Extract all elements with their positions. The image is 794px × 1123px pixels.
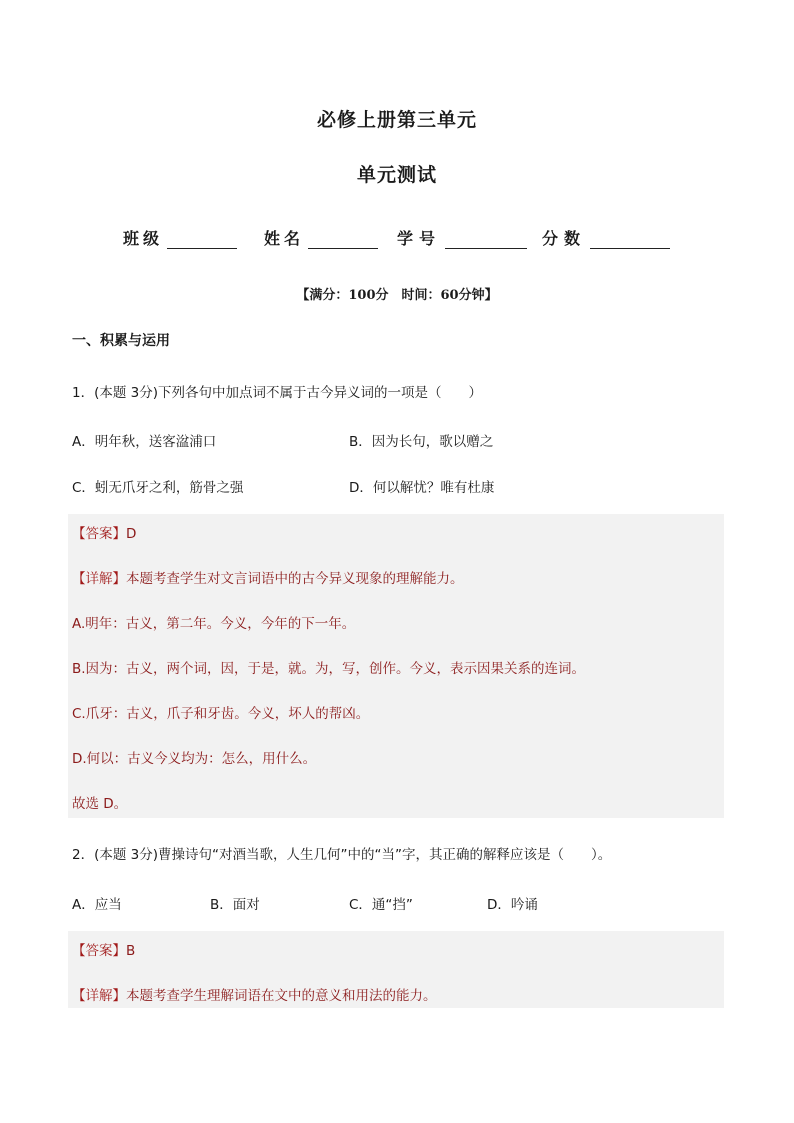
exam-meta: 【满分：100分 时间：60分钟】: [296, 288, 498, 303]
score-field[interactable]: [542, 226, 670, 249]
answer-value: B: [126, 943, 136, 959]
question-2-option-d[interactable]: D．吟诵: [487, 897, 538, 913]
question-1-detail: [72, 567, 464, 587]
answer-value: D: [126, 526, 137, 542]
explanation-c: C.爪牙：古义，爪子和牙齿。今义，坏人的帮凶。: [72, 706, 370, 722]
question-2-stem: 2．(本题 3分)曹操诗句“对酒当歌，人生几何”中的“当”字，其正确的解释应该是（ ）。: [72, 847, 612, 863]
question-2-option-a[interactable]: A．应当: [72, 897, 122, 913]
student-id-field[interactable]: [397, 226, 527, 249]
question-1-stem: 1．(本题 3分)下列各句中加点词不属于古今异义词的一项是（ ）: [72, 385, 483, 401]
name-blank[interactable]: [308, 232, 378, 249]
class-field[interactable]: [123, 226, 237, 249]
question-1-answer-box: [68, 514, 724, 818]
score-label: 分数: [542, 229, 587, 248]
question-1-option-a[interactable]: A．明年秋，送客湓浦口: [72, 434, 217, 450]
detail-text: 本题考查学生理解词语在文中的意义和用法的能力。: [126, 988, 437, 1004]
page-subtitle: 单元测试: [356, 164, 437, 186]
detail-tag: 【详解】: [72, 571, 126, 587]
score-blank[interactable]: [590, 232, 670, 249]
detail-text: 本题考查学生对文言词语中的古今异义现象的理解能力。: [126, 571, 464, 587]
question-2-option-b[interactable]: B．面对: [210, 897, 260, 913]
explanation-b: B.因为：古义，两个词，因，于是，就。为，写，创作。今义，表示因果关系的连词。: [72, 661, 586, 677]
question-2-option-c[interactable]: C．通“挡”: [349, 897, 413, 913]
student-info-row: [118, 226, 698, 256]
conclusion: 故选 D。: [72, 796, 128, 812]
explanation-d: D.何以：古义今义均为：怎么，用什么。: [72, 751, 317, 767]
explanation-a: A.明年：古义，第二年。今义，今年的下一年。: [72, 616, 356, 632]
answer-tag: 【答案】: [72, 526, 126, 542]
question-1-option-d[interactable]: D．何以解忧？唯有杜康: [349, 480, 495, 496]
class-blank[interactable]: [167, 232, 237, 249]
student-id-blank[interactable]: [445, 232, 527, 249]
name-field[interactable]: [264, 226, 378, 249]
question-2-detail: [72, 984, 437, 1004]
question-2-answer: [72, 939, 135, 959]
name-label: 姓名: [264, 229, 305, 248]
page-title: 必修上册第三单元: [316, 109, 477, 131]
question-1-option-c[interactable]: C．蚓无爪牙之利，筋骨之强: [72, 480, 244, 496]
question-2-answer-box: [68, 931, 724, 1008]
section-heading: 一、积累与运用: [72, 333, 170, 349]
detail-tag: 【详解】: [72, 988, 126, 1004]
answer-tag: 【答案】: [72, 943, 126, 959]
question-1-option-b[interactable]: B．因为长句，歌以赠之: [349, 434, 494, 450]
student-id-label: 学号: [397, 229, 442, 248]
question-1-answer: [72, 522, 136, 542]
class-label: 班级: [123, 229, 164, 248]
